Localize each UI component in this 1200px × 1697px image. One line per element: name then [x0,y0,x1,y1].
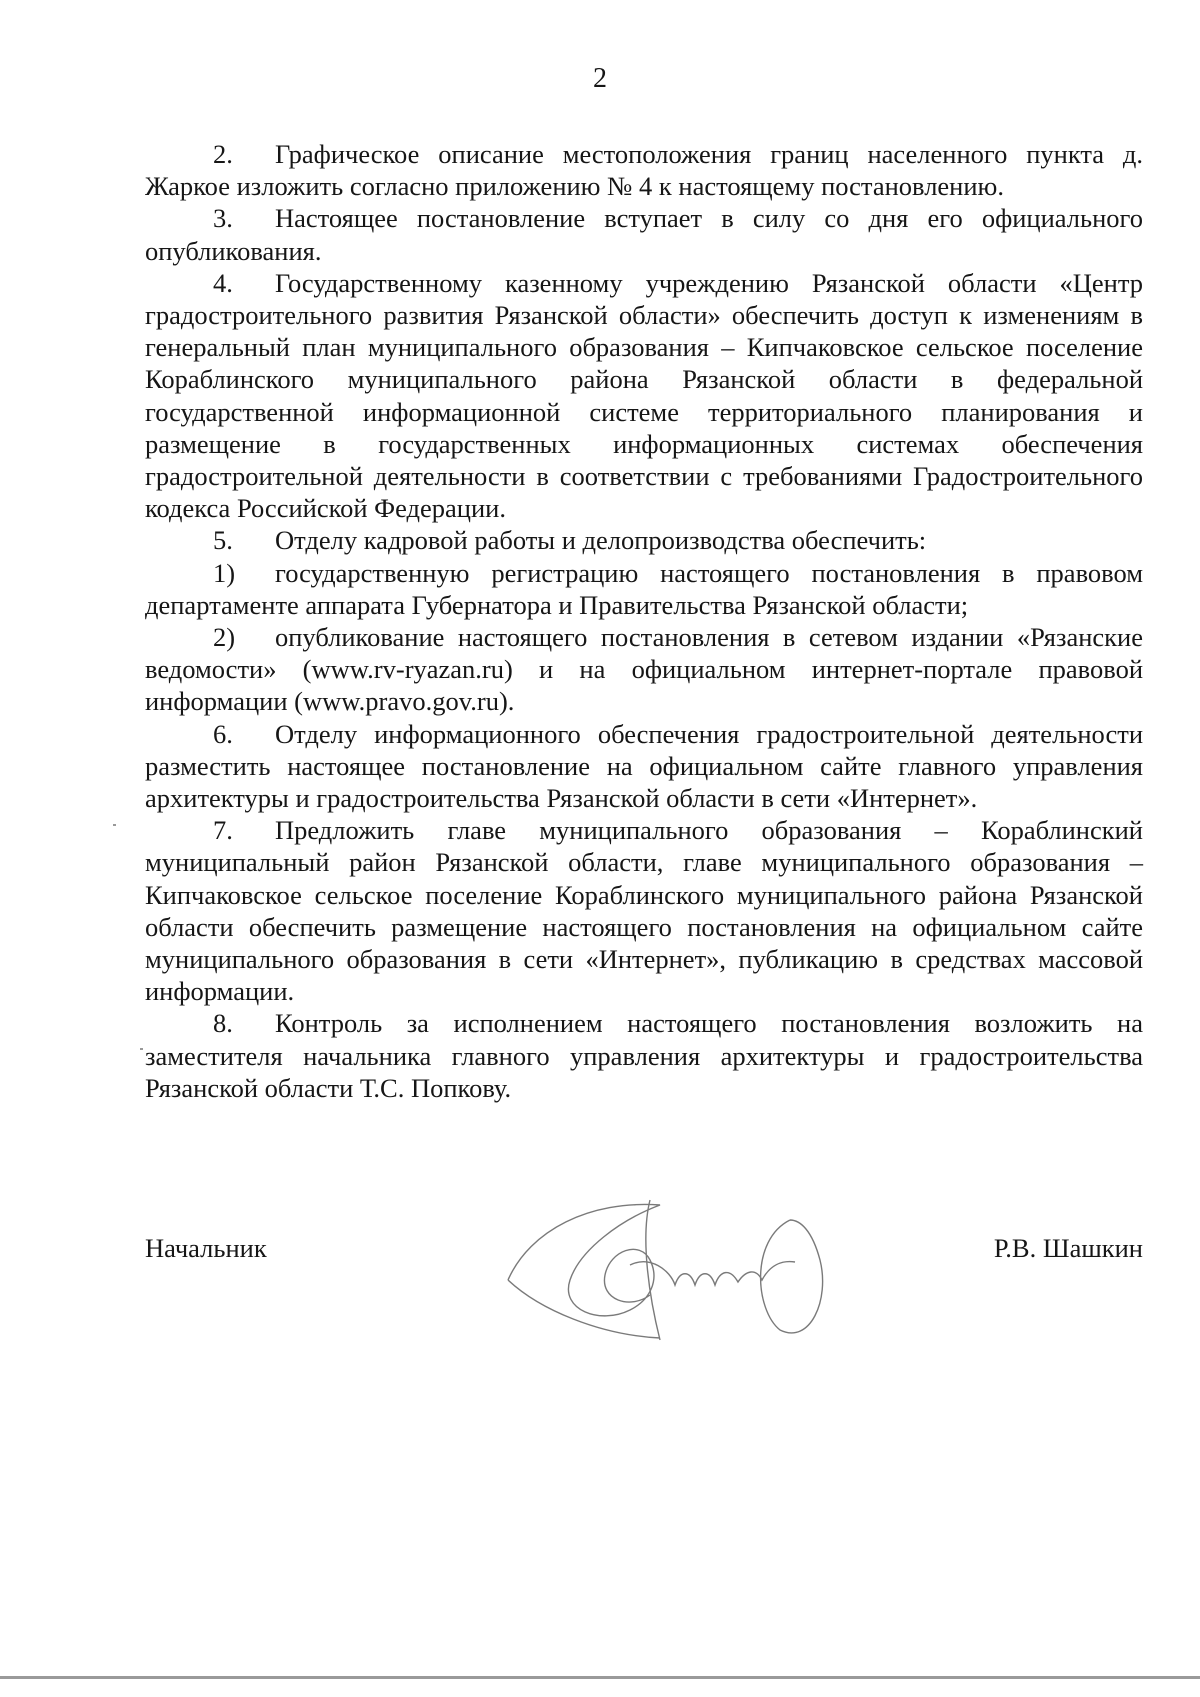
paragraph-6 [145,718,1143,815]
paragraph-5 [145,524,1143,556]
paragraph-2 [145,138,1143,202]
paragraph-text: опубликование настоящего постановления в сетевом издании «Рязанские ведомости» (www.rv-ryazan.ru) и на официальном интернет-портале правовой информации (www.pravo.gov.ru). [145,622,1143,717]
paragraph-text: государственную регистрацию настоящего постановления в правовом департаменте аппарата Губернатора и Правительства Рязанской области; [145,557,1143,620]
paragraph-text: Государственному казенному учреждению Рязанской области «Центр градостроительного развития Рязанской области» обеспечить доступ к изменениям в генеральный план муниципального образования – Кипчаковское сельское поселение Кораблинского муниципального района Рязанской области в федеральной государственной информационной системе территориального планирования и размещение в государственных информационных системах обеспечения градостроительной деятельности в соответствии с требованиями Градостроительного кодекса Российской Федерации. [145,267,1143,524]
paragraph-number: 7. [213,815,233,846]
paragraph-4 [145,267,1143,525]
handwritten-signature [500,1160,860,1350]
paragraph-number: 6. [213,718,233,749]
signatory-title: Начальник [145,1233,267,1263]
paragraph-5-1 [145,557,1143,621]
paragraph-5-2 [145,621,1143,718]
paragraph-number: 4. [213,267,233,298]
paragraph-number: 5. [213,525,233,556]
paragraph-text: Контроль за исполнением настоящего постановления возложить на заместителя начальника главного управления архитектуры и градостроительства Рязанской области Т.С. Попкову. [145,1008,1143,1103]
paragraph-text: Отделу информационного обеспечения градостроительной деятельности разместить настоящее постановление на официальном сайте главного управления архитектуры и градостроительства Рязанской области в сети «Интернет». [145,718,1143,814]
signatory-name: Р.В. Шашкин [993,1233,1143,1263]
paragraph-3 [145,202,1143,266]
paragraph-7 [145,814,1143,1007]
paragraph-number: 8. [213,1008,233,1039]
paragraph-number: 1) [213,557,236,588]
paragraph-8 [145,1007,1143,1104]
paragraph-text: Отделу кадровой работы и делопроизводства обеспечить: [275,525,927,556]
paragraph-text: Графическое описание местоположения границ населенного пункта д. Жаркое изложить согласно приложению № 4 к настоящему постановлению. [145,139,1143,202]
paragraph-text: Настоящее постановление вступает в силу со дня его официального опубликования. [145,203,1143,266]
document-body [145,138,1143,1104]
scan-speck [113,824,116,826]
paragraph-number: 3. [213,203,233,234]
paragraph-number: 2) [213,622,236,653]
paragraph-number: 2. [213,139,233,169]
paragraph-text: Предложить главе муниципального образования – Кораблинский муниципальный район Рязанской области, главе муниципального образования – Кипчаковское сельское поселение Кораблинского муниципального района Рязанской области обеспечить размещение настоящего постановления на официальном сайте муниципального образования в сети «Интернет», публикацию в средствах массовой информации. [145,815,1143,1007]
scan-edge-line [0,1676,1200,1679]
scan-speck [140,1048,143,1050]
page-number: 2 [593,63,607,94]
